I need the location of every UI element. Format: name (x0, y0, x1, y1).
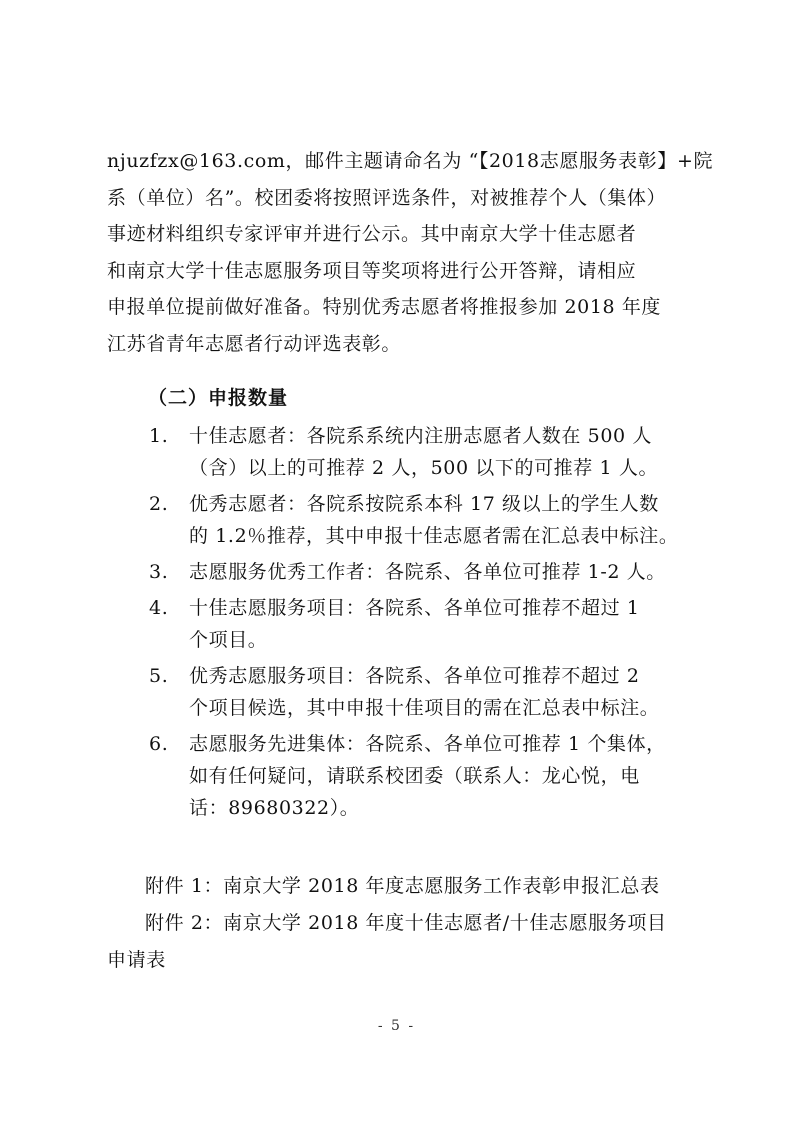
list-item-number: 2. (149, 493, 169, 515)
list-item-line: 如有任何疑问，请联系校团委（联系人：龙心悦，电 (189, 765, 640, 787)
list-item-line: 个项目。 (189, 629, 268, 651)
intro-line-5: 申报单位提前做好准备。特别优秀志愿者将推报参加 2018 年度 (107, 296, 662, 318)
intro-line-2: 系（单位）名”。校团委将按照评选条件，对被推荐个人（集体） (107, 186, 667, 209)
list-item (146, 556, 706, 588)
list-item-number: 4. (149, 597, 169, 619)
list-item-number: 6. (149, 733, 169, 755)
intro-line-1: njuzfzx@163.com，邮件主题请命名为 “【2018志愿服务表彰】+院 (107, 150, 714, 172)
list-item (146, 728, 706, 824)
section-title: （二）申报数量 (148, 387, 289, 409)
list-item-line: 志愿服务先进集体：各院系、各单位可推荐 1 个集体， (189, 733, 666, 755)
list-item (146, 420, 706, 484)
list-item (146, 592, 706, 656)
list-item-number: 5. (149, 665, 169, 687)
list-item-line: 优秀志愿者：各院系按院系本科 17 级以上的学生人数 (189, 493, 659, 515)
intro-line-6: 江苏省青年志愿者行动评选表彰。 (107, 332, 402, 355)
intro-line-4: 和南京大学十佳志愿服务项目等奖项将进行公开答辩，请相应 (107, 259, 637, 282)
list-item-line: 志愿服务优秀工作者：各院系、各单位可推荐 1-2 人。 (189, 561, 666, 583)
quota-list (146, 420, 706, 824)
list-item (146, 488, 706, 552)
list-item-line: 优秀志愿服务项目：各院系、各单位可推荐不超过 2 (189, 665, 640, 687)
list-item-number: 3. (149, 561, 169, 583)
list-item-line: 个项目候选，其中申报十佳项目的需在汇总表中标注。 (189, 697, 660, 719)
list-item-line: 十佳志愿服务项目：各院系、各单位可推荐不超过 1 (189, 597, 640, 619)
attachment-1: 附件 1：南京大学 2018 年度志愿服务工作表彰申报汇总表 (145, 875, 660, 897)
list-item-line: 十佳志愿者：各院系系统内注册志愿者人数在 500 人 (189, 425, 652, 447)
attachment-2-continued: 申请表 (107, 949, 166, 971)
page-number: - 5 - (377, 1018, 416, 1034)
intro-paragraph (107, 143, 714, 362)
list-item-number: 1. (149, 425, 169, 447)
list-item (146, 660, 706, 724)
list-item-line: 的 1.2％推荐，其中申报十佳志愿者需在汇总表中标注。 (189, 525, 679, 547)
attachments (107, 868, 707, 979)
intro-line-3: 事迹材料组织专家评审并进行公示。其中南京大学十佳志愿者 (107, 223, 637, 245)
list-item-line: 话：89680322）。 (189, 797, 360, 819)
list-item-line: （含）以上的可推荐 2 人，500 以下的可推荐 1 人。 (189, 457, 659, 479)
attachment-2: 附件 2：南京大学 2018 年度十佳志愿者/十佳志愿服务项目 (145, 912, 667, 934)
